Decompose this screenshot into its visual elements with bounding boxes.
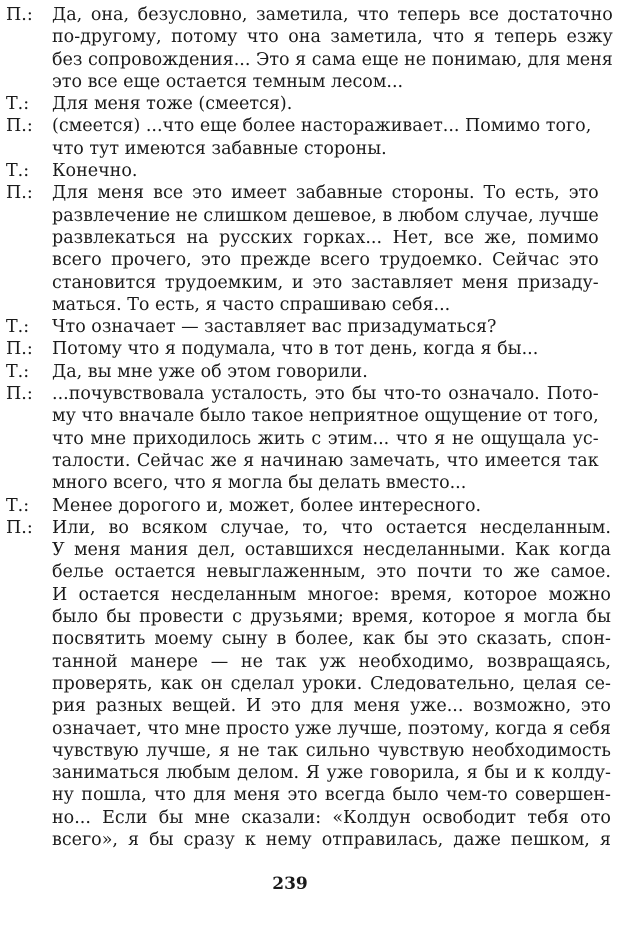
dialogue-turn <box>6 316 561 338</box>
speech-text <box>52 182 599 316</box>
text-line: И остается несделанным многое: время, которое можно <box>52 584 611 605</box>
dialogue-turn <box>6 182 599 316</box>
text-line: посвятить моему сыну в более, как бы это сказать, спон- <box>52 629 611 650</box>
page-number: 239 <box>272 874 308 894</box>
text-line: Менее дорогого и, может, более интересного. <box>52 495 482 516</box>
speaker-label: П.: <box>6 517 33 538</box>
text-line: развлекаться на русских горках... Нет, все же, помимо <box>52 227 599 248</box>
speech-text <box>52 115 591 160</box>
text-line: заниматься любым делом. Я уже говорила, я бы и к колду- <box>52 763 611 784</box>
dialogue-turn <box>6 4 613 93</box>
speech-text <box>52 160 561 182</box>
speaker-label: Т.: <box>6 161 30 182</box>
text-line: У меня мания дел, оставшихся несделанными. Как когда <box>52 540 611 561</box>
text-line: Конечно. <box>52 161 138 182</box>
dialogue-turn <box>6 160 561 182</box>
text-line: ...почувствовала усталость, это бы что-то означало. Пото- <box>52 384 599 405</box>
dialogue-turn <box>6 93 561 115</box>
text-line: белье остается невыглаженным, это почти то же самое. <box>52 562 611 583</box>
speech-text <box>52 4 613 93</box>
speech-text <box>52 517 611 851</box>
speaker-label: Т.: <box>6 361 30 382</box>
speaker-label: П.: <box>6 339 33 360</box>
text-line: это все еще остается темным лесом... <box>52 71 404 92</box>
text-line: Да, она, безусловно, заметила, что теперь все достаточно <box>52 5 613 25</box>
text-line: рия разных вещей. И это для меня уже... возможно, это <box>52 696 611 717</box>
text-line: становится трудоемким, и это заставляет меня призаду- <box>52 272 599 293</box>
dialogue-text <box>6 4 613 851</box>
text-line: (смеется) ...что еще более настораживает... Помимо того, <box>52 116 592 137</box>
text-line: чувствую лучше, я не так сильно чувствую необходимость <box>52 740 611 761</box>
speech-text <box>52 383 599 494</box>
text-line: по-другому, потому что она заметила, что я теперь езжу <box>52 27 613 48</box>
speech-text <box>52 93 561 115</box>
text-line: без сопровождения... Это я сама еще не понимаю, для меня <box>52 49 613 70</box>
text-line: Для меня тоже (смеется). <box>52 94 293 115</box>
text-line: му что вначале было такое неприятное ощущение от того, <box>52 406 599 427</box>
text-line: талости. Сейчас же я начинаю замечать, что имеется так <box>52 450 599 471</box>
text-line: Что означает — заставляет вас призадуматься? <box>52 317 497 338</box>
dialogue-turn <box>6 338 561 360</box>
text-line: всего прочего, это прежде всего трудоемко. Сейчас это <box>52 250 599 271</box>
text-line: что мне приходилось жить с этим... что я не ощущала ус- <box>52 428 599 449</box>
text-line: Потому что я подумала, что в тот день, когда я бы... <box>52 339 539 360</box>
dialogue-turn <box>6 495 561 517</box>
text-line: Для меня все это имеет забавные стороны. То есть, это <box>52 183 599 204</box>
text-line: танной манере — не так уж необходимо, возвращаясь, <box>52 651 611 672</box>
speaker-label: Т.: <box>6 94 30 115</box>
speaker-label: Т.: <box>6 317 30 338</box>
dialogue-turn <box>6 115 592 160</box>
text-line: было бы провести с друзьями; время, которое я могла бы <box>52 607 611 628</box>
speaker-label: П.: <box>6 384 33 405</box>
text-line: но... Если бы мне сказали: «Колдун освободит тебя ото <box>52 807 611 828</box>
speech-text <box>52 495 561 517</box>
speech-text <box>52 338 561 360</box>
speaker-label: П.: <box>6 116 33 137</box>
text-line: что тут имеются забавные стороны. <box>52 138 387 159</box>
dialogue-turn <box>6 517 611 851</box>
text-line: маться. То есть, я часто спрашиваю себя... <box>52 294 451 315</box>
text-line: означает, что мне просто уже лучше, поэтому, когда я себя <box>52 718 611 739</box>
text-line: много всего, что я могла бы делать вместо... <box>52 473 467 494</box>
text-line: Да, вы мне уже об этом говорили. <box>52 361 368 382</box>
dialogue-turn <box>6 383 599 494</box>
speech-text <box>52 316 561 338</box>
dialogue-turn <box>6 361 561 383</box>
speech-text <box>52 361 561 383</box>
text-line: ну пошла, что для меня это всегда было чем-то совершен- <box>52 785 611 806</box>
text-line: всего», я бы сразу к нему отправилась, даже пешком, я <box>52 829 611 850</box>
speaker-label: П.: <box>6 183 33 204</box>
speaker-label: П.: <box>6 5 33 25</box>
text-line: проверять, как он сделал уроки. Следовательно, целая се- <box>52 673 611 694</box>
text-line: Или, во всяком случае, то, что остается несделанным. <box>52 517 611 538</box>
text-line: развлечение не слишком дешевое, в любом случае, лучше <box>52 205 599 226</box>
speaker-label: Т.: <box>6 495 30 516</box>
